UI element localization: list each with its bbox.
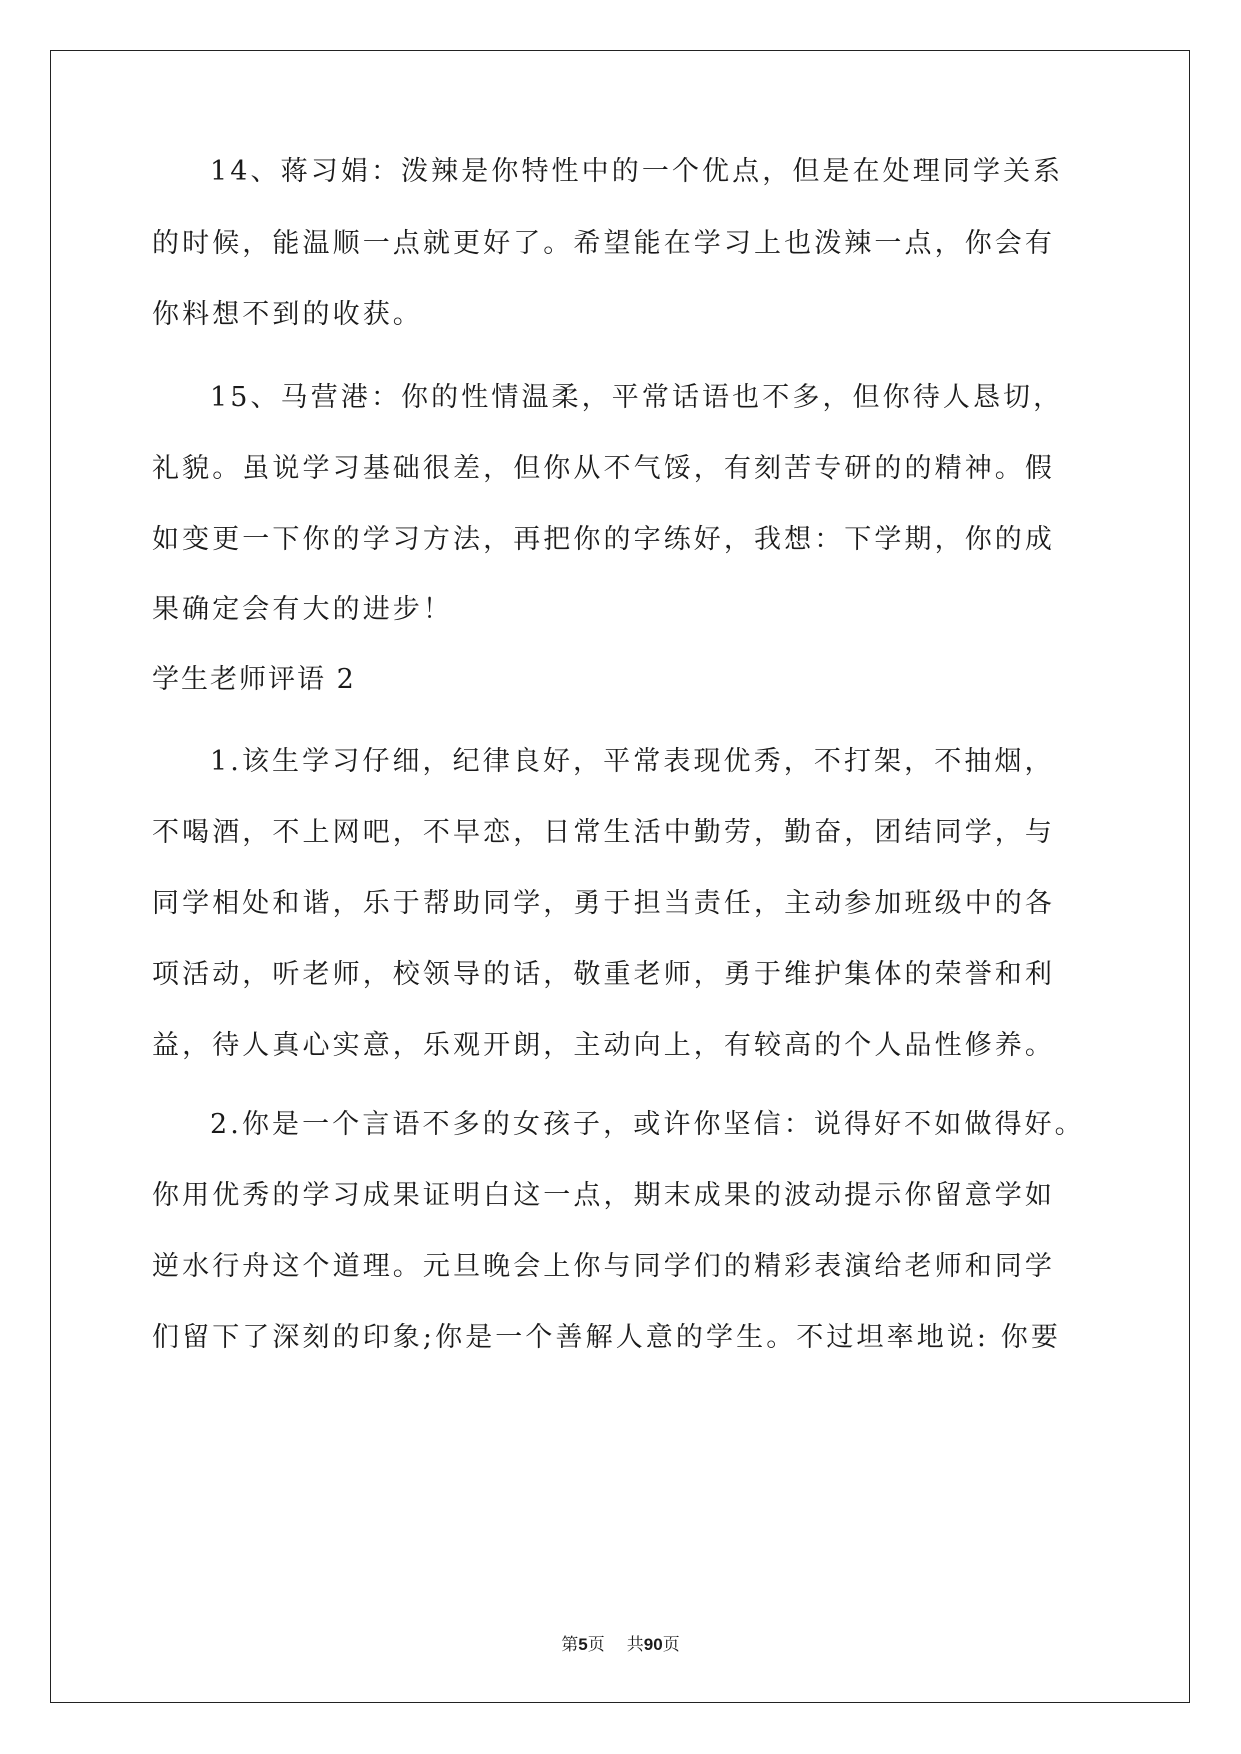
paragraph-14-line-3: 你料想不到的收获。 (152, 299, 423, 330)
section-heading: 学生老师评语 2 (152, 664, 356, 695)
item-1-line-1: 1.该生学习仔细，纪律良好，平常表现优秀，不打架，不抽烟， (210, 746, 1055, 777)
page-number: 5 (578, 1635, 588, 1654)
item-2-line-2: 你用优秀的学习成果证明白这一点，期末成果的波动提示你留意学如 (152, 1180, 1055, 1211)
paragraph-14-line-1: 14、蒋习娟：泼辣是你特性中的一个优点，但是在处理同学关系 (210, 156, 1064, 187)
page-suffix: 页 (587, 1635, 605, 1655)
paragraph-15-line-1: 15、马营港：你的性情温柔，平常话语也不多，但你待人恳切， (210, 382, 1064, 413)
paragraph-15-line-2: 礼貌。虽说学习基础很差，但你从不气馁，有刻苦专研的的精神。假 (152, 453, 1055, 484)
paragraph-15-line-4: 果确定会有大的进步！ (152, 594, 453, 625)
item-2-line-4: 们留下了深刻的印象;你是一个善解人意的学生。不过坦率地说: 你要 (152, 1322, 1061, 1353)
paragraph-14-line-2: 的时候，能温顺一点就更好了。希望能在学习上也泼辣一点，你会有 (152, 228, 1055, 259)
total-suffix: 页 (662, 1635, 680, 1655)
item-1-line-3: 同学相处和谐，乐于帮助同学，勇于担当责任，主动参加班级中的各 (152, 888, 1055, 919)
item-1-line-5: 益，待人真心实意，乐观开朗，主动向上，有较高的个人品性修养。 (152, 1030, 1055, 1061)
total-prefix: 共 (626, 1635, 644, 1655)
item-2-line-3: 逆水行舟这个道理。元旦晚会上你与同学们的精彩表演给老师和同学 (152, 1251, 1055, 1282)
item-2-line-1: 2.你是一个言语不多的女孩子，或许你坚信：说得好不如做得好。 (210, 1109, 1085, 1140)
item-1-line-4: 项活动，听老师，校领导的话，敬重老师，勇于维护集体的荣誉和利 (152, 959, 1055, 990)
paragraph-15-line-3: 如变更一下你的学习方法，再把你的字练好，我想：下学期，你的成 (152, 524, 1055, 555)
item-1-line-2: 不喝酒，不上网吧，不早恋，日常生活中勤劳，勤奋，团结同学，与 (152, 817, 1055, 848)
page-prefix: 第 (561, 1635, 579, 1655)
page-footer (0, 1634, 1241, 1656)
total-pages: 90 (643, 1635, 663, 1654)
